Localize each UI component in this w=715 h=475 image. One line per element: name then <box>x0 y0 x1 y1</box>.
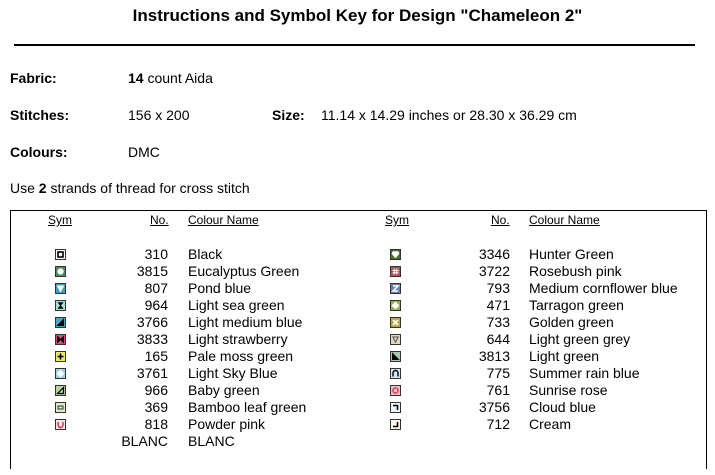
colour-name: Light Sky Blue <box>188 365 278 381</box>
strand-count: 2 <box>38 180 47 196</box>
dmc-number: 471 <box>486 297 510 313</box>
title-divider <box>14 44 695 46</box>
colour-name: Medium cornflower blue <box>529 280 678 296</box>
colour-name: Light medium blue <box>188 314 303 330</box>
dmc-number: 775 <box>486 365 510 381</box>
symbol-swatch-icon <box>390 402 401 413</box>
colour-name: Light green <box>529 348 600 364</box>
key-row-right <box>0 348 715 365</box>
key-row-right <box>0 365 715 382</box>
size-label: Size: <box>272 107 305 123</box>
header-name-right: Colour Name <box>529 213 600 227</box>
fabric-label: Fabric: <box>10 70 57 86</box>
colour-name: Light green grey <box>529 331 631 347</box>
colour-name: Cloud blue <box>529 399 596 415</box>
stitches-label: Stitches: <box>10 107 70 123</box>
colour-name: Baby green <box>188 382 260 398</box>
dmc-number: 3722 <box>478 263 510 279</box>
dmc-number: 369 <box>144 399 168 415</box>
dmc-number: 712 <box>486 416 510 432</box>
colour-name: Rosebush pink <box>529 263 622 279</box>
colour-name: Cream <box>529 416 572 432</box>
strand-instruction <box>10 180 250 196</box>
key-row-right <box>0 331 715 348</box>
colour-name: Black <box>188 246 223 262</box>
symbol-swatch-icon <box>390 300 401 311</box>
colour-name: Light sea green <box>188 297 285 313</box>
colour-name: Tarragon green <box>529 297 624 313</box>
dmc-number: 3346 <box>478 246 510 262</box>
header-no-right: No. <box>491 213 510 227</box>
key-row-right <box>0 263 715 280</box>
dmc-number: 966 <box>144 382 168 398</box>
dmc-number: 807 <box>144 280 168 296</box>
symbol-swatch-icon <box>390 266 401 277</box>
key-row-right <box>0 314 715 331</box>
instruction-post: strands of thread for cross stitch <box>50 180 250 196</box>
symbol-swatch-icon <box>390 385 401 396</box>
colour-name: Golden green <box>529 314 614 330</box>
header-no-left: No. <box>150 213 169 227</box>
colour-name: Summer rain blue <box>529 365 640 381</box>
page-title: Instructions and Symbol Key for Design "Chameleon 2" <box>132 6 583 25</box>
dmc-number: 3761 <box>136 365 168 381</box>
dmc-number: 964 <box>144 297 168 313</box>
symbol-swatch-icon <box>390 283 401 294</box>
fabric-value <box>128 70 213 86</box>
dmc-number: 733 <box>486 314 510 330</box>
colour-name: Eucalyptus Green <box>188 263 300 279</box>
symbol-swatch-icon <box>390 317 401 328</box>
dmc-number: 165 <box>144 348 168 364</box>
colour-name: Hunter Green <box>529 246 614 262</box>
dmc-number: 3766 <box>136 314 168 330</box>
dmc-number: 3815 <box>136 263 168 279</box>
fabric-type: count Aida <box>147 70 213 86</box>
symbol-swatch-icon <box>390 351 401 362</box>
colour-name: Powder pink <box>188 416 266 432</box>
symbol-swatch-icon <box>390 249 401 260</box>
colour-name: Light strawberry <box>188 331 288 347</box>
colour-name: Bamboo leaf green <box>188 399 307 415</box>
fabric-count: 14 <box>128 70 144 86</box>
dmc-number: 3833 <box>136 331 168 347</box>
dmc-number: 3756 <box>478 399 510 415</box>
symbol-swatch-icon <box>390 368 401 379</box>
colours-label: Colours: <box>10 144 68 160</box>
dmc-number: 818 <box>144 416 168 432</box>
dmc-number: 644 <box>486 331 510 347</box>
key-row-right <box>0 382 715 399</box>
dmc-number: BLANC <box>121 433 168 449</box>
colour-name: Pale moss green <box>188 348 294 364</box>
symbol-swatch-icon <box>390 419 401 430</box>
symbol-swatch-icon <box>390 334 401 345</box>
size-value: 11.14 x 14.29 inches or 28.30 x 36.29 cm <box>321 107 577 123</box>
colour-name: BLANC <box>188 433 235 449</box>
dmc-number: 793 <box>486 280 510 296</box>
instruction-pre: Use <box>10 180 35 196</box>
colour-name: Pond blue <box>188 280 252 296</box>
dmc-number: 761 <box>486 382 510 398</box>
key-row-right <box>0 297 715 314</box>
header-sym-right: Sym <box>385 213 409 227</box>
dmc-number: 310 <box>144 246 168 262</box>
key-row-right <box>0 246 715 263</box>
stitches-value: 156 x 200 <box>128 107 190 123</box>
key-row-right <box>0 416 715 433</box>
header-sym-left: Sym <box>48 213 72 227</box>
header-name-left: Colour Name <box>188 213 259 227</box>
colours-value: DMC <box>128 144 160 160</box>
key-row-right <box>0 399 715 416</box>
key-row-right <box>0 280 715 297</box>
colour-name: Sunrise rose <box>529 382 608 398</box>
dmc-number: 3813 <box>478 348 510 364</box>
key-row-left <box>0 433 715 450</box>
